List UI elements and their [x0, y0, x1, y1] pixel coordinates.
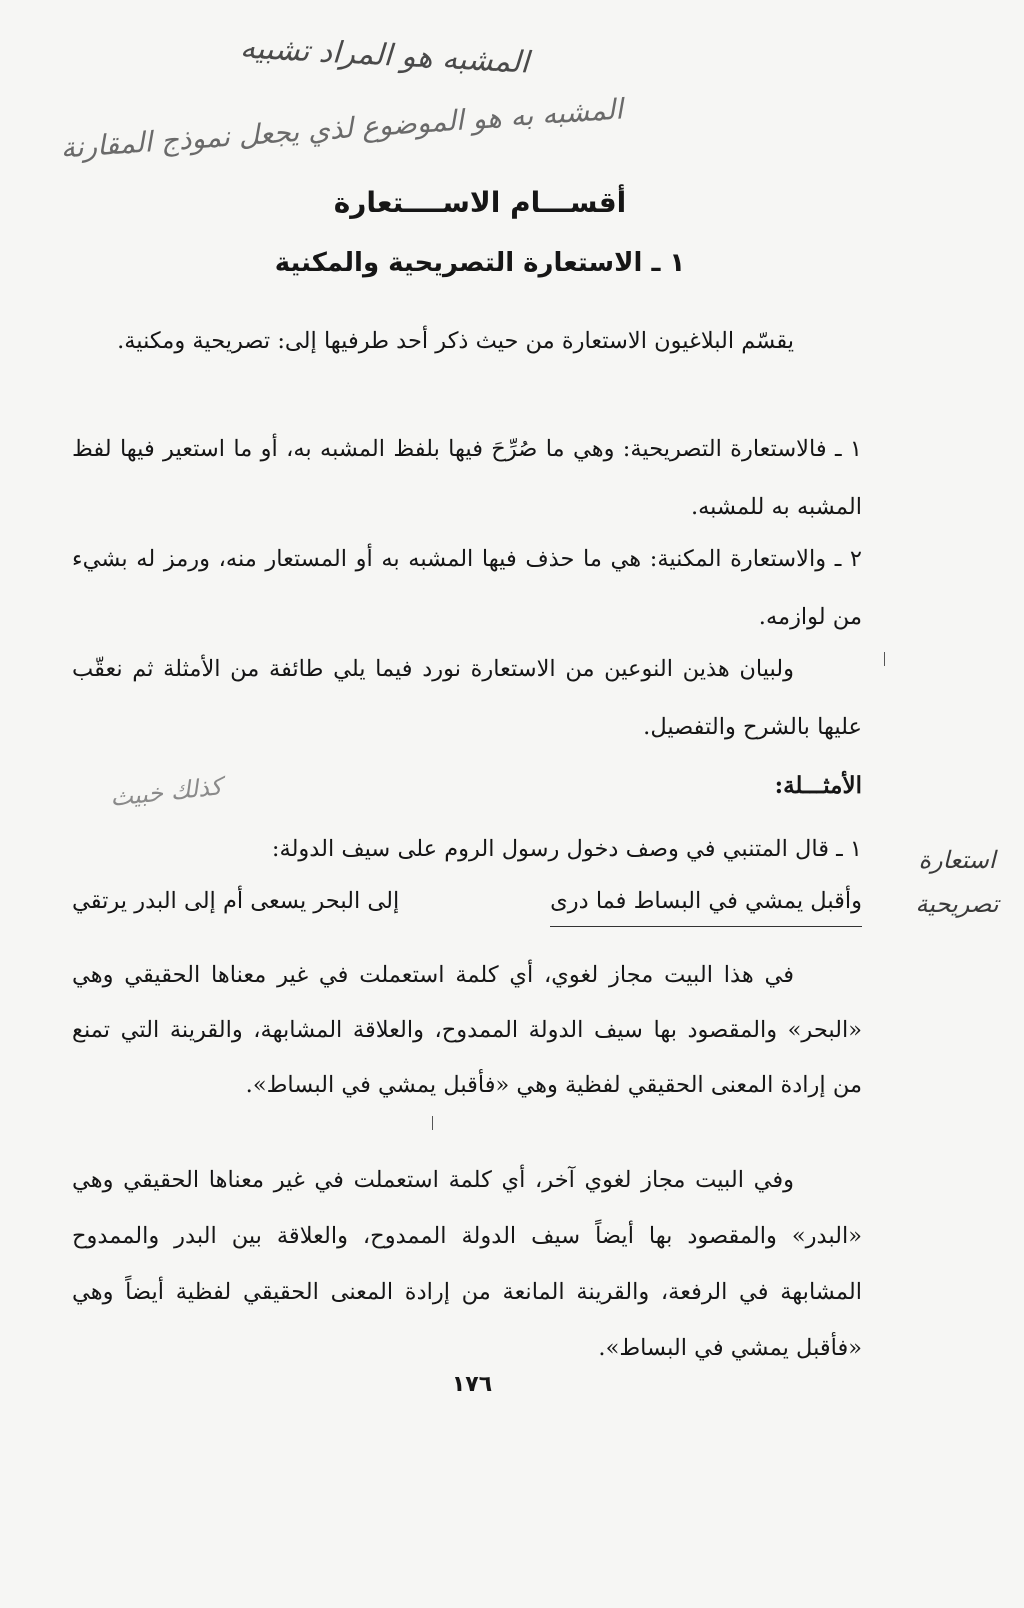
definition-explicit-metaphor: ١ ـ فالاستعارة التصريحية: وهي ما صُرِّحَ فيها بلفظ المشبه به، أو ما استعير فيها لفظ المشبه به للمشبه. [72, 436, 862, 520]
handwritten-margin-note: استعارة تصريحية [915, 846, 999, 918]
page-title: أقســـام الاســــتعارة [333, 186, 627, 219]
example-1-intro: ١ ـ قال المتنبي في وصف دخول رسول الروم على سيف الدولة: [271, 836, 862, 862]
handwritten-note-top-2: المشبه به هو الموضوع لذي يجعل نموذج المقارنة [59, 92, 624, 165]
page-number: ١٧٦ [451, 1372, 493, 1397]
commentary-paragraph-1: في هذا البيت مجاز لغوي، أي كلمة استعملت في غير معناها الحقيقي وهي «البحر» والمقصود بها سيف الدولة الممدوح، والعلاقة المشابهة، والقرينة التي تمنع من إرادة المعنى الحقيقي لفظية وهي «فأقبل يمشي في البساط». [72, 962, 862, 1098]
verse-second-hemistich: إلى البحر يسعى أم إلى البدر يرتقي [72, 888, 400, 914]
section-heading: ١ ـ الاستعارة التصريحية والمكنية [274, 248, 686, 278]
handwritten-note-top-1: المشبه هو المراد تشبيه [239, 30, 530, 81]
margin-mark [884, 652, 885, 666]
commentary-paragraph-2: وفي البيت مجاز لغوي آخر، أي كلمة استعملت في غير معناها الحقيقي وهي «البدر» والمقصود بها أيضاً سيف الدولة الممدوح، والعلاقة بين البدر والممدوح المشابهة في الرفعة، والقرينة المانعة من إرادة المعنى الحقيقي لفظية أيضاً وهي «فأقبل يمشي في البساط». [72, 1167, 862, 1361]
handwritten-scribble: كذلك خبيث [108, 772, 224, 812]
poetry-verse [72, 876, 862, 926]
verse-first-hemistich: وأقبل يمشي في البساط فما درى [550, 876, 862, 927]
definition-implicit-metaphor: ٢ ـ والاستعارة المكنية: هي ما حذف فيها المشبه به أو المستعار منه، ورمز له بشيء من لوازمه. [72, 546, 862, 630]
intro-paragraph: يقسّم البلاغيون الاستعارة من حيث ذكر أحد طرفيها إلى: تصريحية ومكنية. [117, 328, 794, 354]
examples-intro-paragraph: ولبيان هذين النوعين من الاستعارة نورد فيما يلي طائفة من الأمثلة ثم نعقّب عليها بالشرح والتفصيل. [72, 656, 862, 740]
stray-mark [432, 1116, 433, 1130]
examples-heading: الأمثـــلة: [774, 772, 862, 799]
